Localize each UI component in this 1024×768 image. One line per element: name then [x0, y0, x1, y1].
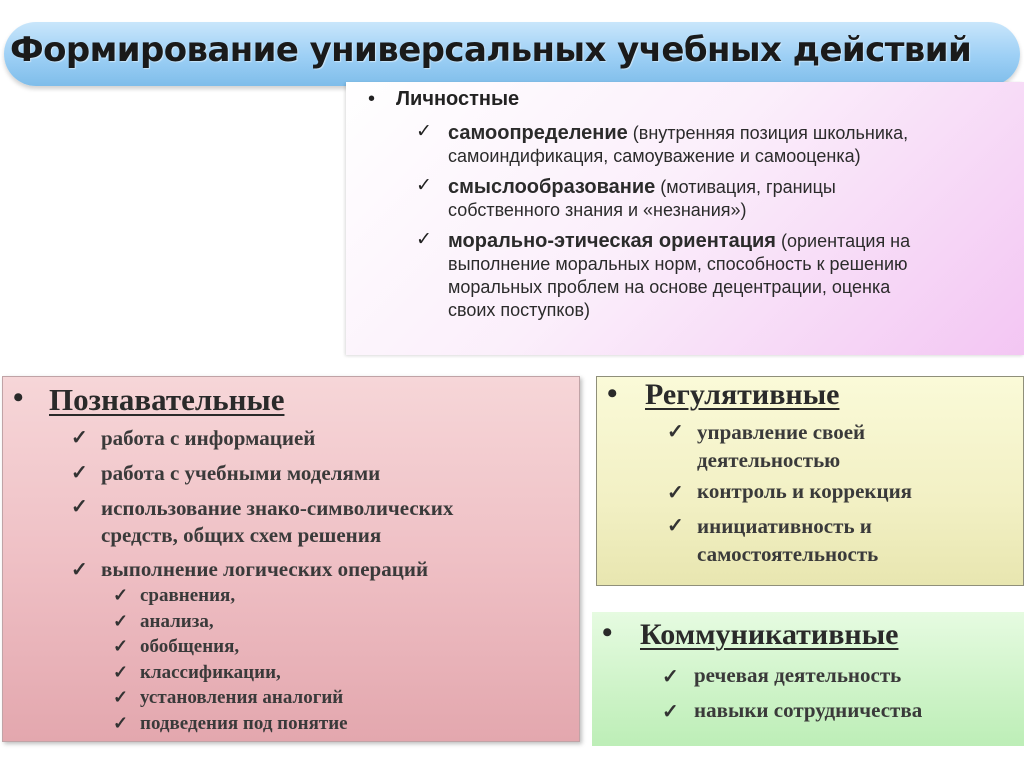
- check-icon: ✓: [667, 421, 684, 443]
- personal-item-desc: своих поступков): [448, 300, 591, 320]
- cognitive-sub-item: установления аналогий: [140, 687, 344, 708]
- cognitive-item-line: использование знако-символических: [101, 496, 454, 520]
- bullet-icon: •: [602, 616, 613, 649]
- cognitive-heading: Познавательные: [49, 382, 285, 417]
- bullet-icon: •: [607, 377, 618, 410]
- check-icon: ✓: [113, 611, 129, 631]
- cognitive-item: выполнение логических операций: [101, 557, 429, 581]
- regulative-box: [596, 376, 1024, 586]
- check-icon: ✓: [416, 121, 432, 142]
- personal-item-1: [448, 122, 908, 168]
- check-icon: ✓: [667, 482, 684, 504]
- personal-item-term: смыслообразование: [448, 176, 656, 198]
- cognitive-sub-item: анализа,: [140, 611, 214, 632]
- cognitive-sub-item: подведения под понятие: [140, 713, 348, 734]
- personal-item-2: [448, 176, 836, 222]
- check-icon: ✓: [667, 515, 684, 537]
- regulative-item: контроль и коррекция: [697, 479, 913, 503]
- personal-box: [346, 82, 1024, 355]
- personal-item-desc: моральных проблем на основе децентрации, оценка: [448, 277, 891, 297]
- personal-item-desc: собственного знания и «незнания»): [448, 200, 747, 220]
- personal-item-term: морально-этическая ориентация: [448, 230, 776, 252]
- cognitive-box: [2, 376, 580, 742]
- bullet-icon: •: [13, 381, 24, 414]
- communicative-item: навыки сотрудничества: [694, 698, 923, 722]
- check-icon: ✓: [113, 636, 129, 656]
- cognitive-sub-item: обобщения,: [140, 636, 240, 657]
- check-icon: ✓: [71, 496, 88, 518]
- regulative-item: [697, 418, 865, 474]
- check-icon: ✓: [71, 559, 88, 581]
- personal-item-desc: (ориентация на: [781, 231, 911, 251]
- regulative-item-line: деятельностью: [697, 448, 841, 472]
- cognitive-item-line: средств, общих схем решения: [101, 523, 382, 547]
- cognitive-item: работа с учебными моделями: [101, 461, 381, 485]
- cognitive-item: [101, 495, 453, 549]
- regulative-item-line: управление своей: [697, 420, 866, 444]
- personal-item-term: самоопределение: [448, 122, 628, 144]
- regulative-item-line: инициативность и: [697, 514, 872, 538]
- check-icon: ✓: [71, 462, 88, 484]
- communicative-item: речевая деятельность: [694, 663, 902, 687]
- communicative-box: [592, 612, 1024, 746]
- cognitive-item: работа с информацией: [101, 426, 316, 450]
- regulative-heading: Регулятивные: [645, 378, 840, 411]
- personal-heading: Личностные: [396, 88, 520, 110]
- personal-item-desc: (мотивация, границы: [660, 177, 836, 197]
- check-icon: ✓: [416, 175, 432, 196]
- slide-title: Формирование универсальных учебных действий: [10, 30, 972, 70]
- personal-item-3: [448, 230, 910, 322]
- personal-item-desc: выполнение моральных норм, способность к решению: [448, 254, 908, 274]
- check-icon: ✓: [71, 427, 88, 449]
- cognitive-sub-item: классификации,: [140, 662, 281, 683]
- regulative-item: [697, 512, 878, 568]
- bullet-icon: •: [368, 88, 376, 110]
- check-icon: ✓: [113, 585, 129, 605]
- check-icon: ✓: [416, 229, 432, 250]
- personal-item-desc: (внутренняя позиция школьника,: [632, 123, 909, 143]
- regulative-item-line: самостоятельность: [697, 542, 879, 566]
- check-icon: ✓: [662, 701, 679, 723]
- cognitive-sub-item: сравнения,: [140, 585, 236, 606]
- check-icon: ✓: [662, 666, 679, 688]
- communicative-heading: Коммуникативные: [640, 618, 899, 651]
- check-icon: ✓: [113, 662, 129, 682]
- personal-item-desc: самоиндификация, самоуважение и самооценка): [448, 146, 861, 166]
- check-icon: ✓: [113, 713, 129, 733]
- check-icon: ✓: [113, 687, 129, 707]
